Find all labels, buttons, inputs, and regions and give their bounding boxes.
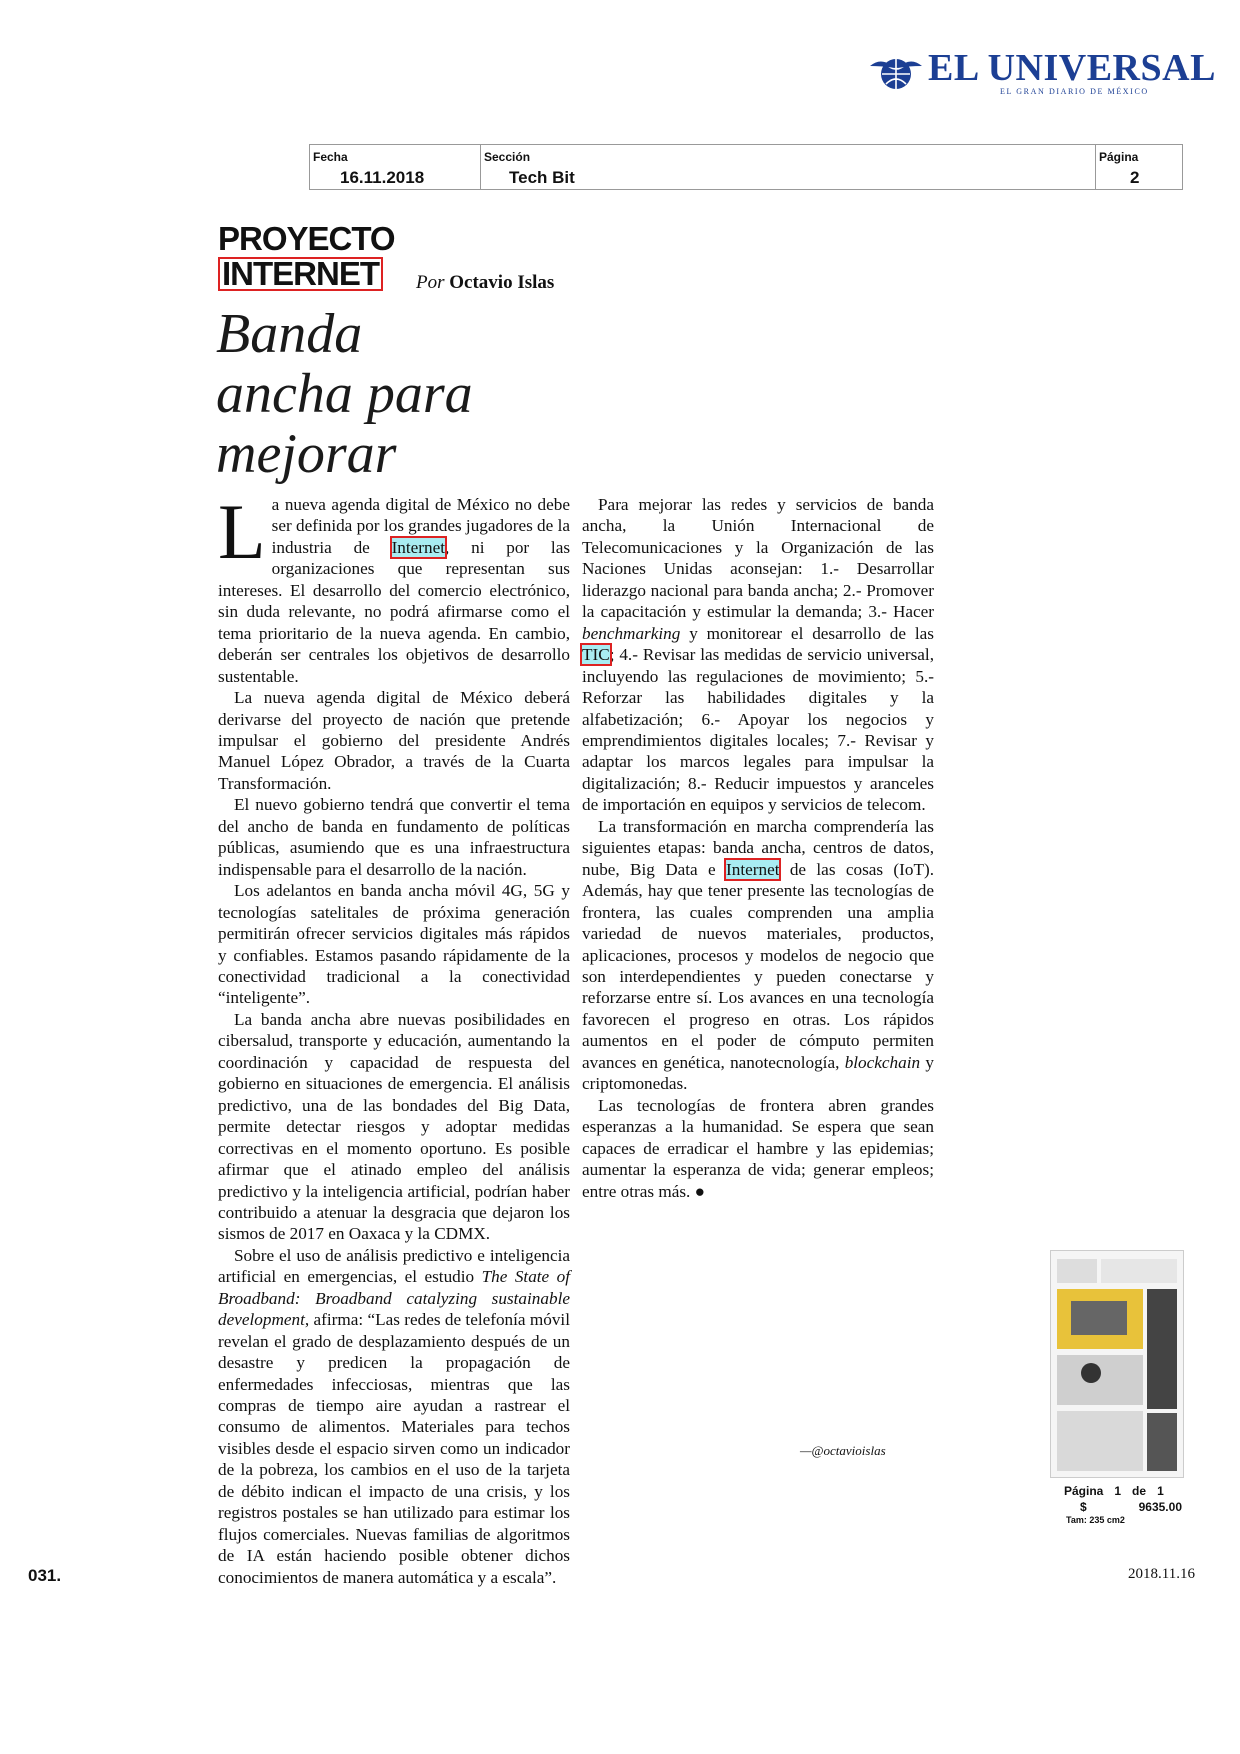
currency-symbol: $ [1080,1500,1087,1514]
headline-line2: ancha para [216,363,473,425]
kicker-line1: PROYECTO [218,220,395,257]
paragraph [218,488,571,687]
study-title: The State of Broadband: Broadband catalyzing sustainable development [218,1267,570,1330]
seccion-cell [481,145,1096,189]
fecha-value: 16.11.2018 [340,168,425,187]
article-column-2 [582,494,934,1202]
article-column-1 [218,488,571,1588]
pagina-word: Página [1064,1484,1104,1498]
headline-line3: mejorar [216,423,397,485]
text-run: y monitorear el desarrollo de las [680,623,934,643]
pagina-label: Página [1099,150,1139,164]
italic-term: benchmarking [582,623,681,643]
pagina-total: 1 [1157,1484,1164,1498]
info-table [309,144,1183,190]
text-run: a nueva agenda digital de México no debe ser definida por los grandes jugadores de la industria de [271,495,570,557]
masthead-logo [868,48,1220,96]
headline-line1: Banda [216,303,363,365]
seccion-label: Sección [484,150,531,164]
ad-amount: 9635.00 [1138,1500,1182,1514]
text-run: de las cosas (IoT). Además, hay que tener presente las tecnologías de frontera, las cuales comprenden una amplia variedad de nuevos materiales, productos, aplicaciones, procesos y modelos de negocio que son interdependientes y pueden conectarse y reforzarse entre sí. Los avances en una tecnología favorecen el progreso en otras. Los rápidos aumentos en el poder de cómputo permiten avances en genética, nanotecnología, [582,859,934,1072]
pagina-cell [1096,145,1182,189]
byline [416,272,554,294]
paragraph [218,1245,570,1588]
headline [216,304,556,484]
pagina-number: 1 [1114,1484,1122,1498]
text-run: La transformación en marcha comprendería las siguientes etapas: banda ancha, centros de datos, nube, Big Data e [582,816,934,879]
text-run: ; 4.- Revisar las medidas de servicio universal, incluyendo las regulaciones de movimiento; 5.- Reforzar las habilidades digitales y la alfabetización; 6.- Apoyar los negocios y emprendimientos digitales locales; 7.- Revisar y adaptar los marcos legales para impulsar la digitalización; 8.- Reducir impuestos y aranceles de importación en equipos y servicios de telecom. [582,645,934,815]
text-run: , afirma: “Las redes de telefonía móvil revelan el grado de desplazamiento después de un desastre y predicen la propagación de enfermedades infecciosas, mientras que las compras de tiempo aire ayudan a rastrear el consumo de alimentos. Materiales para techos visibles desde el espacio sirven como un indicador de la pobreza, los cambios en el uso de la tarjeta de débito indican el impacto de una crisis, y los registros postales se han utilizado para estimar los flujos comerciales. Nuevas familias de algoritmos de IA están haciendo posible obtener dichos conocimientos de manera automática y a escala”. [218,1310,570,1587]
italic-term: blockchain [844,1052,921,1072]
paragraph [582,816,934,1095]
text-run: y criptomonedas. [582,1052,934,1094]
page-code: 031. [28,1566,62,1585]
fecha-label: Fecha [313,150,348,164]
text-run: Para mejorar las redes y servicios de banda ancha, la Unión Internacional de Telecomunicaciones y la Organización de las Naciones Unidas aconsejan: 1.- Desarrollar liderazgo nacional para banda ancha; 2.- Promover la capacitación y estimular la demanda; 3.- Hacer [582,495,934,622]
de-word: de [1132,1484,1147,1498]
masthead-tagline: EL GRAN DIARIO DE MÉXICO [1000,87,1149,96]
highlighted-term: Internet [726,859,780,879]
section-kicker [218,222,395,291]
masthead-name: EL UNIVERSAL [928,47,1216,89]
article-size: Tam: 235 cm2 [1066,1515,1125,1525]
fecha-cell [310,145,481,189]
paragraph [582,494,934,816]
pagination [1064,1484,1171,1498]
paragraph: Las tecnologías de frontera abren grandes esperanzas a la humanidad. Se espera que sean capaces de erradicar el hambre y las epidemias; aumentar la esperanza de vida; generar empleos; entre otras más. ● [582,1095,934,1201]
paragraph: La banda ancha abre nuevas posibilidades en cibersalud, transporte y educación, aumentando la coordinación y capacidad de respuesta del gobierno en situaciones de emergencia. El análisis predictivo, una de las bondades del Big Data, permite detectar riesgos y adoptar medidas correctivas en el momento oportuno. Es posible afirmar que el atinado empleo del análisis predictivo y la inteligencia artificial, podrían haber contribuido a atenuar la desgracia que dejaron los sismos de 2017 en Oaxaca y la CDMX. [218,1009,570,1244]
author-handle: —@octavioislas [800,1443,886,1458]
highlighted-term: Internet [391,537,446,557]
eagle-globe-icon [868,52,924,92]
paragraph: La nueva agenda digital de México deberá derivarse del proyecto de nación que pretende impulsar el gobierno del presidente Andrés Manuel López Obrador, a través de la Cuarta Transformación. [218,688,570,793]
page-thumbnail [1050,1250,1184,1478]
paragraph: El nuevo gobierno tendrá que convertir el tema del ancho de banda en fundamento de políticas públicas, asumiendo que es una infraestructura indispensable para el desarrollo de la nación. [218,795,570,879]
pagina-value: 2 [1130,168,1140,187]
text-run: , ni por las organizaciones que representan sus intereses. El desarrollo del comercio electrónico, sin duda relevante, no podrá afirmarse como el tema prioritario de la nueva agenda. En cambio, deberán ser centrales los objetivos de desarrollo sustentable. [218,537,571,686]
kicker-line2: INTERNET [218,257,383,291]
byline-author: Octavio Islas [449,272,555,293]
text-run: Sobre el uso de análisis predictivo e inteligencia artificial en emergencias, el estudio [218,1245,570,1287]
seccion-value: Tech Bit [509,168,575,187]
paragraph: Los adelantos en banda ancha móvil 4G, 5G y tecnologías satelitales de próxima generación permitirán ofrecer servicios digitales más rápidos y confiables. Estamos pasando rápidamente de la conectividad tradicional a la conectividad “inteligente”. [218,881,570,1008]
byline-por: Por [416,272,445,293]
footer-date: 2018.11.16 [1128,1566,1195,1582]
drop-cap: L [218,488,266,575]
highlighted-term: TIC [582,645,610,665]
